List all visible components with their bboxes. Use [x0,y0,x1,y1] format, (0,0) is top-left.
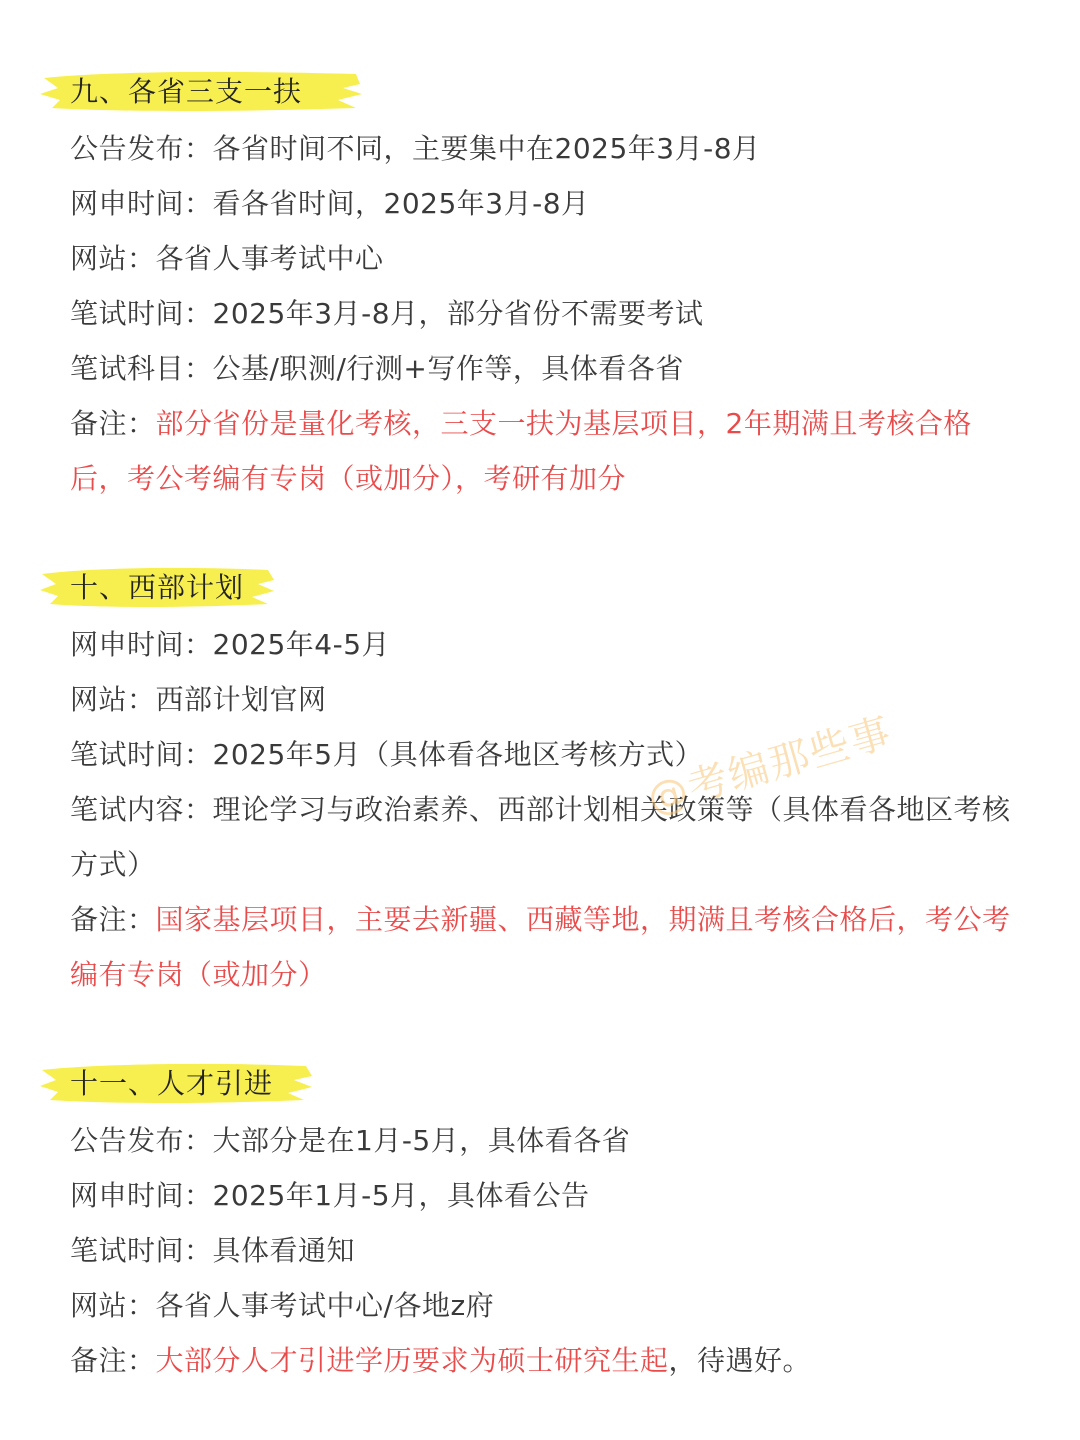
line-label: 备注： [70,903,156,936]
line-value: 2025年3月-8月，部分省份不需要考试 [212,297,704,330]
note-tail-text: ，待遇好。 [668,1344,812,1377]
line-value: 公基/职测/行测+写作等，具体看各省 [212,352,684,385]
section-xibu-plan [0,562,1080,1002]
line-label: 笔试科目： [70,352,213,385]
line-label: 网站： [70,683,156,716]
section-title: 十一、人才引进 [70,1067,274,1100]
line-value: 大部分是在1月-5月，具体看各省 [212,1124,631,1157]
line-label: 网申时间： [70,187,213,220]
line-label: 备注： [70,1344,156,1377]
section-heading-block [0,1058,1080,1113]
info-line-exam-subject [70,341,1020,396]
section-title: 十、西部计划 [70,571,245,604]
note-highlight-text: 大部分人才引进学历要求为硕士研究生起 [155,1344,669,1377]
line-value: 各省人事考试中心/各地z府 [155,1289,495,1322]
info-line-exam-time [70,286,1020,341]
note-highlight-text: 部分省份是量化考核，三支一扶为基层项目，2年期满且考核合格后，考公考编有专岗（或加分），考研有加分 [70,407,972,495]
info-line-note [70,892,1020,1002]
info-line-apply-time [70,176,1020,231]
watermark: @考编那些事 [642,709,898,823]
line-value: 看各省时间，2025年3月-8月 [212,187,590,220]
line-label: 笔试内容： [70,793,213,826]
info-line-apply-time [70,617,1020,672]
line-label: 笔试时间： [70,297,213,330]
line-value: 各省人事考试中心 [155,242,384,275]
line-value: 具体看通知 [212,1234,356,1267]
note-highlight-text: 国家基层项目，主要去新疆、西藏等地，期满且考核合格后，考公考编有专岗（或加分） [70,903,1011,991]
line-label: 笔试时间： [70,1234,213,1267]
line-value: 2025年1月-5月，具体看公告 [212,1179,590,1212]
section-title: 九、各省三支一扶 [70,75,303,108]
section-heading-block [0,562,1080,617]
line-label: 公告发布： [70,132,213,165]
line-value: 各省时间不同，主要集中在2025年3月-8月 [212,132,761,165]
line-value: 2025年4-5月 [212,628,391,661]
line-value: 2025年5月（具体看各地区考核方式） [212,738,704,771]
info-line-announce [70,1113,1020,1168]
info-line-note [70,396,1020,506]
line-label: 网站： [70,1289,156,1322]
info-line-website [70,1278,1020,1333]
line-value: 西部计划官网 [155,683,327,716]
line-label: 公告发布： [70,1124,213,1157]
line-label: 备注： [70,407,156,440]
info-line-apply-time [70,1168,1020,1223]
section-talent-introduction [0,1058,1080,1388]
line-label: 网申时间： [70,628,213,661]
info-line-announce [70,121,1020,176]
line-value: 理论学习与政治素养、西部计划相关政策等（具体看各地区考核方式） [70,793,1011,881]
section-heading-block [0,66,1080,121]
info-line-exam-time [70,1223,1020,1278]
line-label: 网站： [70,242,156,275]
line-label: 网申时间： [70,1179,213,1212]
info-line-note [70,1333,1020,1388]
info-line-exam-content [70,782,1020,892]
info-line-website [70,231,1020,286]
section-sanzhiyifu [0,66,1080,506]
line-label: 笔试时间： [70,738,213,771]
